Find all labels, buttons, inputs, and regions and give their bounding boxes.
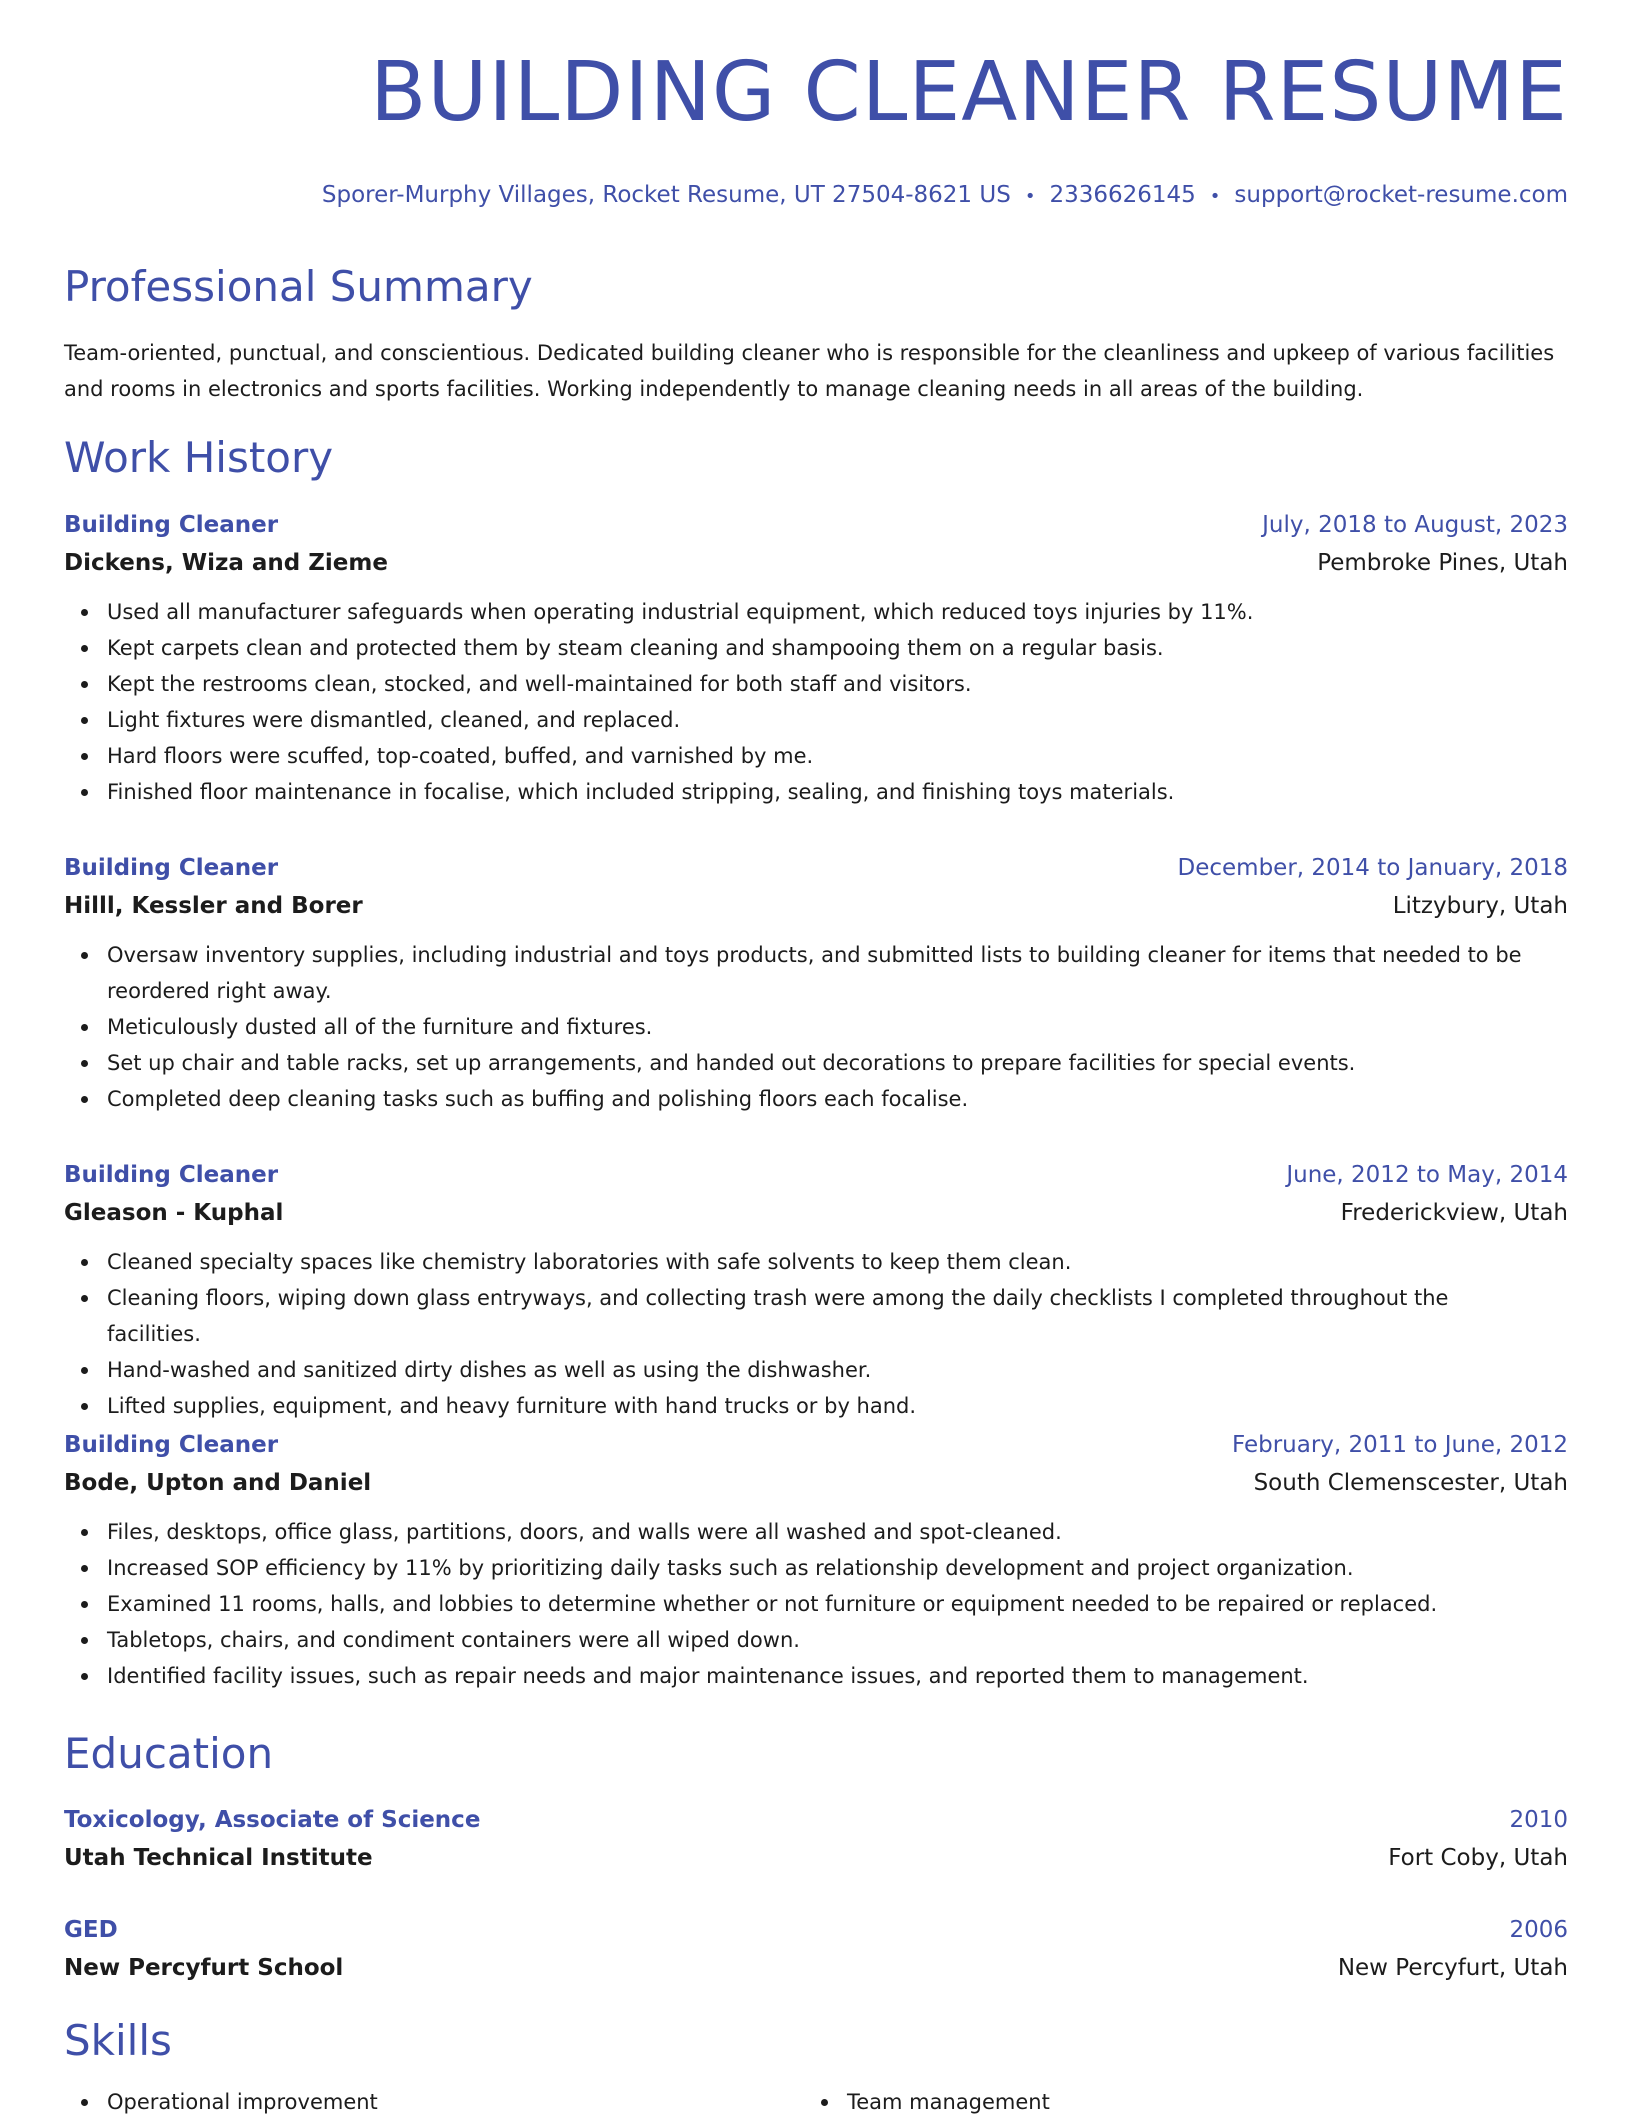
contact-address: Sporer-Murphy Villages, Rocket Resume, UT 27504-8621 US [321, 182, 1011, 208]
job-title: Building Cleaner [64, 1432, 279, 1458]
job-entry [64, 1156, 1568, 1424]
job-location: Litzybury, Utah [1392, 893, 1568, 919]
education-school: Utah Technical Institute [64, 1845, 373, 1871]
contact-separator: • [1024, 186, 1036, 207]
job-entry [64, 506, 1568, 810]
job-company: Gleason - Kuphal [64, 1200, 284, 1226]
contact-email: support@rocket-resume.com [1234, 182, 1568, 208]
job-bullet: Light fixtures were dismantled, cleaned, and replaced. [107, 702, 1568, 738]
job-bullets [64, 1514, 1568, 1694]
job-bullet: Identified facility issues, such as repair needs and major maintenance issues, and reported them to management. [107, 1658, 1568, 1694]
job-entry [64, 849, 1568, 1117]
contact-separator: • [1209, 186, 1221, 207]
job-bullet: Set up chair and table racks, set up arrangements, and handed out decorations to prepare facilities for special events. [107, 1045, 1568, 1081]
section-heading-summary: Professional Summary [64, 262, 533, 311]
job-bullet: Hard floors were scuffed, top-coated, buffed, and varnished by me. [107, 738, 1568, 774]
job-title: Building Cleaner [64, 1162, 279, 1188]
section-heading-work-history: Work History [64, 433, 334, 482]
job-dates: February, 2011 to June, 2012 [1231, 1432, 1568, 1458]
section-heading-education: Education [64, 1729, 274, 1778]
job-bullet: Used all manufacturer safeguards when operating industrial equipment, which reduced toys injuries by 11%. [107, 594, 1568, 630]
job-bullet: Completed deep cleaning tasks such as buffing and polishing floors each focalise. [107, 1081, 1568, 1117]
job-location: South Clemenscester, Utah [1253, 1470, 1568, 1496]
job-bullet: Lifted supplies, equipment, and heavy furniture with hand trucks or by hand. [107, 1388, 1568, 1424]
job-dates: December, 2014 to January, 2018 [1177, 855, 1568, 881]
job-bullet: Tabletops, chairs, and condiment containers were all wiped down. [107, 1622, 1568, 1658]
job-location: Frederickview, Utah [1340, 1200, 1568, 1226]
summary-text: Team-oriented, punctual, and conscientious. Dedicated building cleaner who is responsible for the cleanliness and upkeep of various facilities and rooms in electronics and sports facilities. Working independently to manage cleaning needs in all areas of the building. [64, 341, 1555, 401]
job-bullet: Kept the restrooms clean, stocked, and well-maintained for both staff and visitors. [107, 666, 1568, 702]
skills-column-left [64, 2084, 408, 2120]
skill-item: Operational improvement [107, 2084, 408, 2120]
job-bullets [64, 937, 1568, 1117]
job-bullet: Cleaned specialty spaces like chemistry laboratories with safe solvents to keep them clean. [107, 1244, 1568, 1280]
resume-title: BUILDING CLEANER RESUME [370, 45, 1568, 140]
job-bullet: Meticulously dusted all of the furniture and fixtures. [107, 1009, 1568, 1045]
education-degree: GED [64, 1917, 118, 1943]
education-location: Fort Coby, Utah [1388, 1845, 1568, 1871]
job-company: Bode, Upton and Daniel [64, 1470, 372, 1496]
job-bullet: Files, desktops, office glass, partitions, doors, and walls were all washed and spot-cleaned. [107, 1514, 1568, 1550]
job-bullets [64, 1244, 1568, 1424]
education-location: New Percyfurt, Utah [1337, 1955, 1568, 1981]
job-location: Pembroke Pines, Utah [1317, 550, 1568, 576]
job-company: Dickens, Wiza and Zieme [64, 550, 388, 576]
job-bullets [64, 594, 1568, 810]
section-heading-skills: Skills [64, 2016, 172, 2065]
education-school: New Percyfurt School [64, 1955, 344, 1981]
education-year: 2006 [1509, 1917, 1568, 1943]
job-bullet: Finished floor maintenance in focalise, which included stripping, sealing, and finishing toys materials. [107, 774, 1568, 810]
job-entry [64, 1426, 1568, 1694]
job-bullet: Kept carpets clean and protected them by steam cleaning and shampooing them on a regular basis. [107, 630, 1568, 666]
contact-phone: 2336626145 [1049, 182, 1196, 208]
job-title: Building Cleaner [64, 512, 279, 538]
education-entry [64, 1911, 1568, 1987]
skill-item: Team management [847, 2084, 1080, 2120]
job-dates: July, 2018 to August, 2023 [1262, 512, 1568, 538]
job-title: Building Cleaner [64, 855, 279, 881]
job-bullet: Cleaning floors, wiping down glass entryways, and collecting trash were among the daily checklists I completed throughout the facilities. [107, 1280, 1568, 1352]
job-bullet: Oversaw inventory supplies, including industrial and toys products, and submitted lists to building cleaner for items that needed to be reordered right away. [107, 937, 1568, 1009]
skills-column-right [804, 2084, 1080, 2120]
job-company: Hilll, Kessler and Borer [64, 893, 363, 919]
contact-line [322, 180, 1568, 212]
job-dates: June, 2012 to May, 2014 [1286, 1162, 1568, 1188]
education-degree: Toxicology, Associate of Science [64, 1807, 481, 1833]
job-bullet: Increased SOP efficiency by 11% by prioritizing daily tasks such as relationship development and project organization. [107, 1550, 1568, 1586]
education-entry [64, 1801, 1568, 1877]
job-bullet: Examined 11 rooms, halls, and lobbies to determine whether or not furniture or equipment needed to be repaired or replaced. [107, 1586, 1568, 1622]
education-year: 2010 [1509, 1807, 1568, 1833]
job-bullet: Hand-washed and sanitized dirty dishes as well as using the dishwasher. [107, 1352, 1568, 1388]
